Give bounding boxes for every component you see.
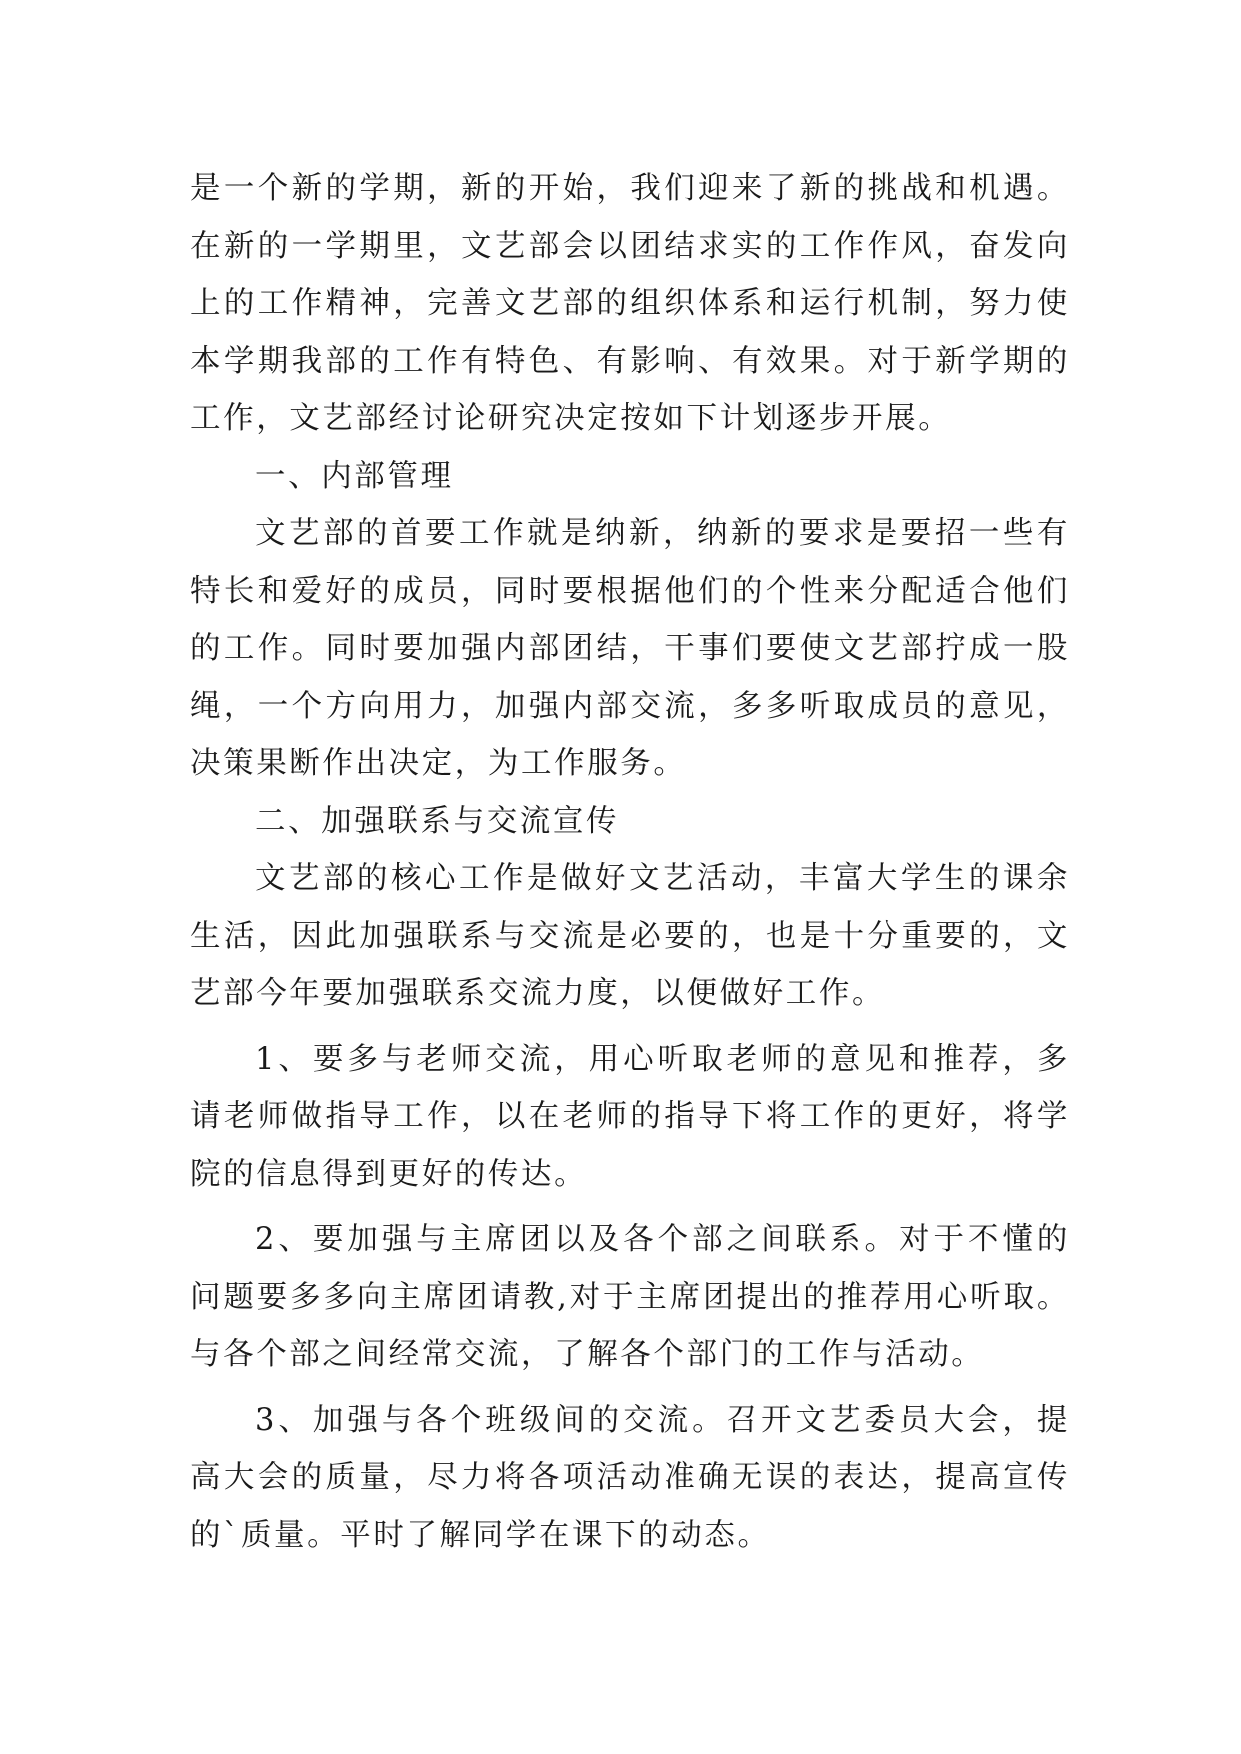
paragraph-communication: 文艺部的核心工作是做好文艺活动，丰富大学生的课余生活，因此加强联系与交流是必要的，也是十分重要的，文艺部今年要加强联系交流力度，以便做好工作。 [190,861,1070,1011]
list-item-presidium: 2、要加强与主席团以及各个部之间联系。对于不懂的问题要多多向主席团请教,对于主席团提出的推荐用心听取。与各个部之间经常交流，了解各个部门的工作与活动。 [190,1222,1070,1372]
section-heading-communication: 二、加强联系与交流宣传 [255,803,620,839]
intro-paragraph: 是一个新的学期，新的开始，我们迎来了新的挑战和机遇。在新的一学期里，文艺部会以团结求实的工作作风，奋发向上的工作精神，完善文艺部的组织体系和运行机制，努力使本学期我部的工作有特色、有影响、有效果。对于新学期的工作，文艺部经讨论研究决定按如下计划逐步开展。 [190,171,1070,436]
list-item-classes: 3、加强与各个班级间的交流。召开文艺委员大会，提高大会的质量，尽力将各项活动准确无误的表达，提高宣传的`质量。平时了解同学在课下的动态。 [190,1402,1070,1553]
paragraph-recruitment: 文艺部的首要工作就是纳新，纳新的要求是要招一些有特长和爱好的成员，同时要根据他们的个性来分配适合他们的工作。同时要加强内部团结，干事们要使文艺部拧成一股绳，一个方向用力，加强内部交流，多多听取成员的意见，决策果断作出决定，为工作服务。 [190,516,1070,781]
document-body [190,160,1070,1564]
list-item-teachers: 1、要多与老师交流，用心听取老师的意见和推荐，多请老师做指导工作，以在老师的指导下将工作的更好，将学院的信息得到更好的传达。 [190,1041,1070,1192]
section-heading-internal-management: 一、内部管理 [255,458,454,494]
